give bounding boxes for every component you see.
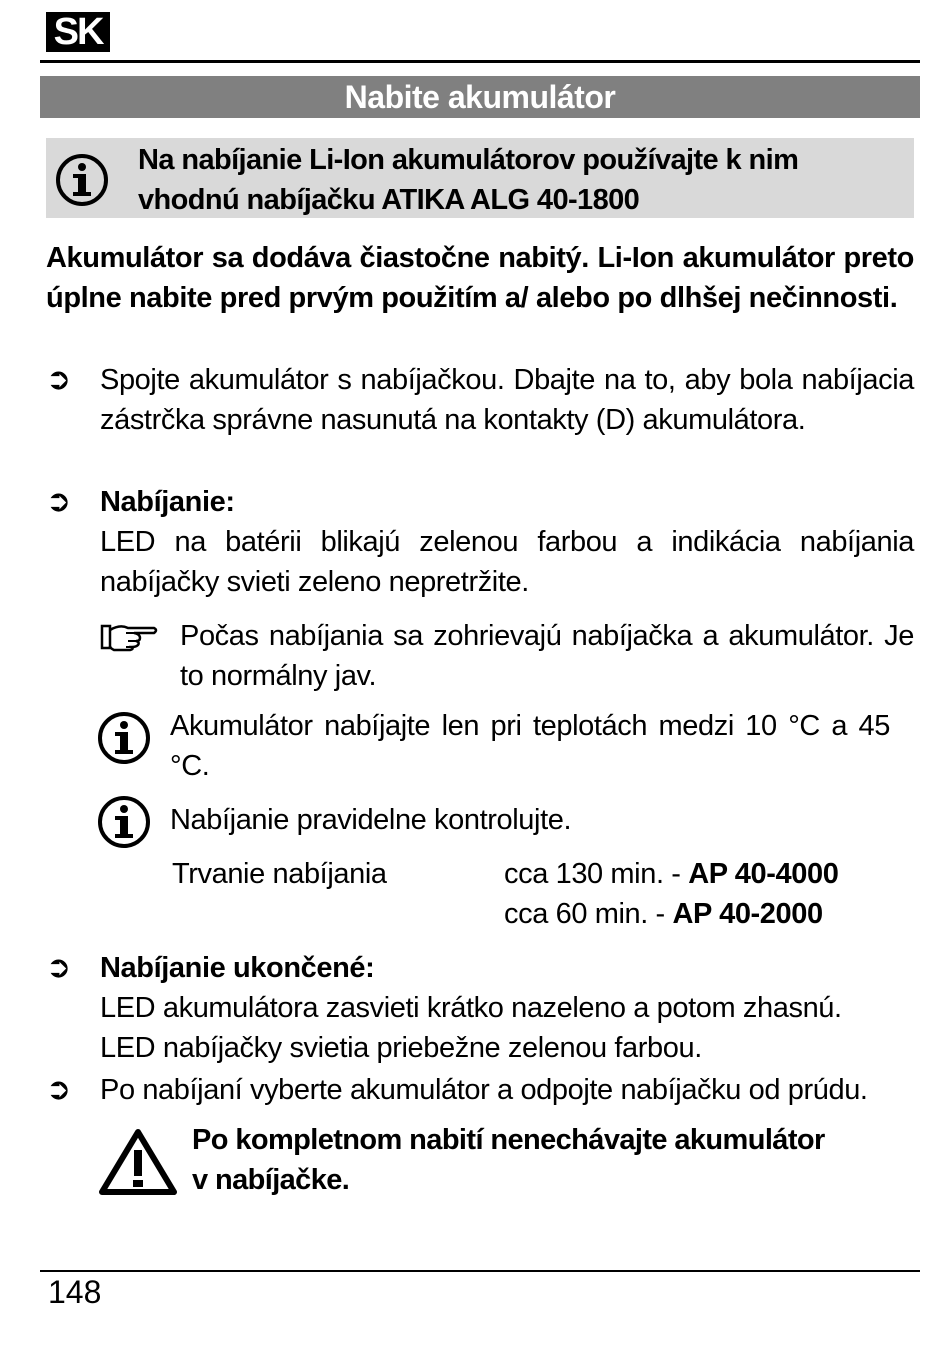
section-title: Nabite akumulátor — [40, 76, 920, 118]
arrow-bullet-icon: ➲ — [46, 1073, 72, 1106]
info-icon — [54, 152, 110, 208]
manual-page — [40, 0, 920, 1364]
duration-value-2 — [504, 894, 823, 934]
step-2-title: Nabíjanie: — [100, 486, 235, 518]
warning-line-2: v nabíjačke. — [192, 1164, 350, 1196]
info-temperature-text: Akumulátor nabíjajte len pri teplotách medzi 10 °C a 45 °C. — [170, 710, 890, 782]
warning-triangle-icon — [98, 1128, 178, 1196]
duration-value-1 — [504, 854, 838, 894]
step-2-text: LED na batérii blikajú zelenou farbou a indikácia nabíjania nabíjačky svieti zeleno nepretržite. — [100, 526, 914, 598]
duration-1-model: AP 40-4000 — [688, 858, 839, 890]
duration-2-prefix: cca 60 min. - — [504, 898, 673, 930]
step-3-line-2: LED nabíjačky svietia priebežne zelenou farbou. — [100, 1032, 702, 1064]
warning-text — [192, 1120, 912, 1200]
step-3-line-1: LED akumulátora zasvieti krátko nazeleno a potom zhasnú. — [100, 992, 842, 1024]
arrow-bullet-icon: ➲ — [46, 485, 72, 518]
note-line-1: Na nabíjanie Li-Ion akumulátorov používajte k nim — [138, 144, 799, 176]
info-check-text: Nabíjanie pravidelne kontrolujte. — [170, 804, 572, 836]
page-number: 148 — [48, 1274, 102, 1310]
note-box — [46, 138, 914, 218]
arrow-bullet-icon: ➲ — [46, 363, 72, 396]
bottom-divider — [40, 1270, 920, 1272]
language-badge: SK — [46, 12, 110, 52]
hint-warm-text: Počas nabíjania sa zohrievajú nabíjačka a akumulátor. Je to normálny jav. — [180, 620, 914, 692]
step-1-text: Spojte akumulátor s nabíjačkou. Dbajte na to, aby bola nabíjacia zástrčka správne nasunutá na kontakty (D) akumulátora. — [100, 364, 914, 436]
step-3-title: Nabíjanie ukončené: — [100, 952, 375, 984]
info-icon — [96, 794, 152, 850]
duration-2-model: AP 40-2000 — [672, 898, 823, 930]
duration-label: Trvanie nabíjania — [172, 858, 387, 890]
warning-line-1: Po kompletnom nabití nenechávajte akumulátor — [192, 1124, 825, 1156]
note-line-2: vhodnú nabíjačku ATIKA ALG 40-1800 — [138, 184, 640, 216]
info-icon — [96, 710, 152, 766]
arrow-bullet-icon: ➲ — [46, 951, 72, 984]
step-4-text: Po nabíjaní vyberte akumulátor a odpojte nabíjačku od prúdu. — [100, 1074, 868, 1106]
intro-paragraph: Akumulátor sa dodáva čiastočne nabitý. Li-Ion akumulátor preto úplne nabite pred prvým použitím a/ alebo po dlhšej nečinnosti. — [46, 242, 914, 314]
note-text — [138, 140, 908, 220]
top-divider — [40, 60, 920, 63]
pointing-hand-icon — [100, 620, 160, 652]
duration-1-prefix: cca 130 min. - — [504, 858, 689, 890]
